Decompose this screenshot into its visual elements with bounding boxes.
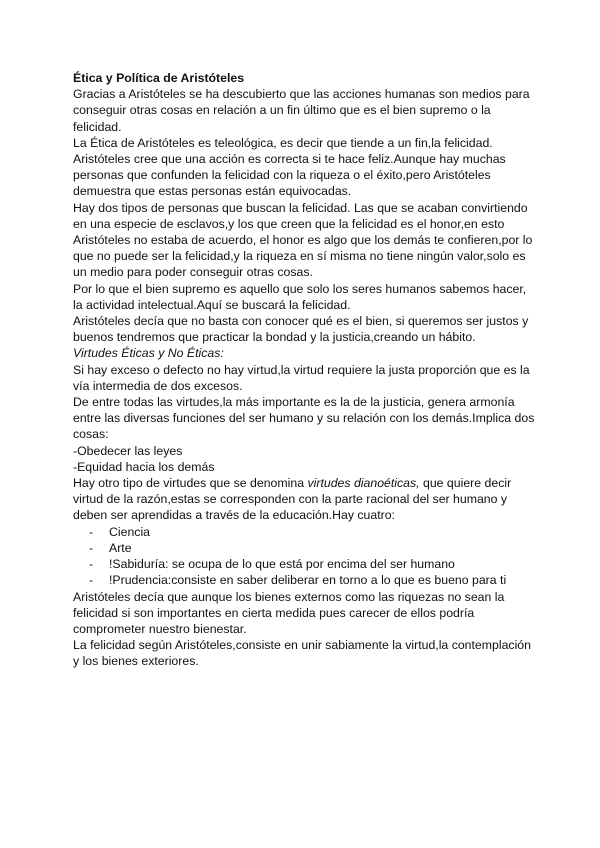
dianoetic-text-before: Hay otro tipo de virtudes que se denomina <box>73 476 308 491</box>
list-dash: - <box>89 524 94 539</box>
paragraph-justice: De entre todas las virtudes,la más importante es la de la justicia, genera armonía entre las diversas funciones del ser humano y su relación con los demás.Implica dos cosas: <box>73 395 535 442</box>
justice-item-equity: -Equidad hacia los demás <box>73 459 215 474</box>
paragraph-habit: Aristóteles decía que no basta con conocer qué es el bien, si queremos ser justos y buenos tendremos que practicar la bondad y la justicia,creando un hábito. <box>73 314 529 345</box>
paragraph-supreme-good: Por lo que el bien supremo es aquello que solo los seres humanos sabemos hacer, la actividad intelectual.Aquí se buscará la felicidad. <box>73 281 527 312</box>
dianoetic-term: virtudes dianoéticas, <box>307 476 420 491</box>
paragraph-intro: Gracias a Aristóteles se ha descubierto que las acciones humanas son medios para conseguir otras cosas en relación a un fin último que es el bien supremo o la felicidad. <box>73 87 530 134</box>
list-item-text: Arte <box>109 540 132 555</box>
list-dash: - <box>89 557 94 572</box>
document-page <box>73 70 535 670</box>
document-title: Ética y Política de Aristóteles <box>73 71 245 85</box>
list-dash: - <box>89 540 94 555</box>
paragraph-virtue-proportion: Si hay exceso o defecto no hay virtud,la virtud requiere la justa proporción que es la vía intermedia de dos excesos. <box>73 362 530 393</box>
dianoetic-virtues-list <box>73 524 535 589</box>
paragraph-conclusion: La felicidad según Aristóteles,consiste en unir sabiamente la virtud,la contemplación y los bienes exteriores. <box>73 638 531 669</box>
list-item-text: Ciencia <box>109 524 151 539</box>
dianoetic-text-after: que quiere decir virtud de la razón,estas se corresponden con la parte racional del ser humano y deben ser aprendidas a través de la educación.Hay cuatro: <box>73 476 512 523</box>
list-item-text: !Prudencia:consiste en saber deliberar en torno a lo que es bueno para ti <box>109 573 507 588</box>
paragraph-teleological: La Ética de Aristóteles es teleológica, es decir que tiende a un fin,la felicidad. Aristóteles cree que una acción es correcta si te hace feliz.Aunque hay muchas personas que confunden la felicidad con la riqueza o el éxito,pero Aristóteles demuestra que estas personas están equivocadas. <box>73 135 506 199</box>
paragraph-external-goods: Aristóteles decía que aunque los bienes externos como las riquezas no sean la felicidad si son importantes en cierta medida pues carecer de ellos podría comprometer nuestro bienestar. <box>73 589 505 636</box>
list-item <box>73 556 535 572</box>
paragraph-types-of-people: Hay dos tipos de personas que buscan la felicidad. Las que se acaban convirtiendo en una especie de esclavos,y los que creen que la felicidad es el honor,en esto Aristóteles no estaba de acuerdo, el honor es algo que los demás te confieren,por lo que no puede ser la felicidad,y la riqueza en sí misma no tiene ningún valor,solo es un medio para poder conseguir otras cosas. <box>73 200 533 280</box>
list-item <box>73 540 535 556</box>
subheading-virtues: Virtudes Éticas y No Éticas: <box>73 346 224 361</box>
paragraph-dianoetic <box>73 475 535 524</box>
list-item <box>73 572 535 588</box>
list-dash: - <box>89 573 94 588</box>
list-item-text: !Sabiduría: se ocupa de lo que está por encima del ser humano <box>109 557 455 572</box>
list-item <box>73 524 535 540</box>
justice-item-laws: -Obedecer las leyes <box>73 443 183 458</box>
